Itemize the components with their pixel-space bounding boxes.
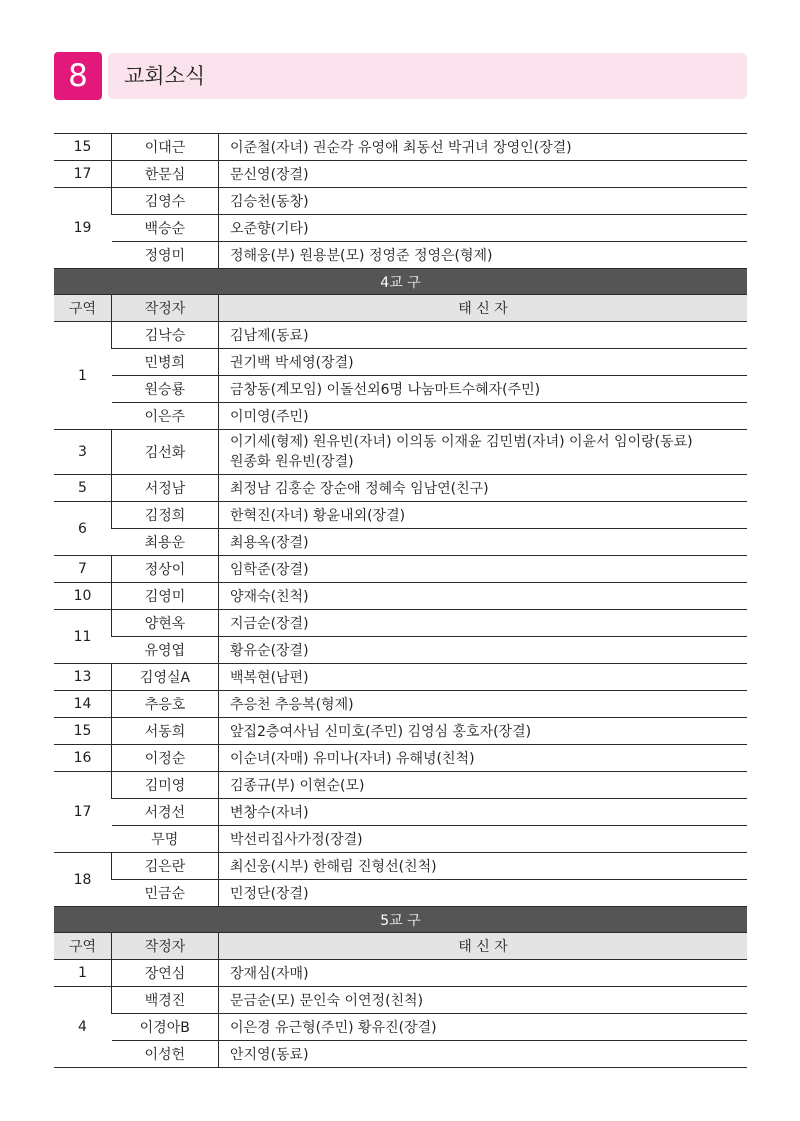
table-row <box>54 376 747 403</box>
author-name: 무명 <box>112 826 219 853</box>
table-row <box>54 583 747 610</box>
group-header-row <box>54 269 747 295</box>
section-title: 교회소식 <box>124 64 206 88</box>
table-row <box>54 826 747 853</box>
author-name: 한문심 <box>112 161 219 188</box>
column-header-district: 구역 <box>54 933 112 960</box>
author-name: 추응호 <box>112 691 219 718</box>
table-row <box>54 1041 747 1068</box>
table-row <box>54 430 747 475</box>
author-name: 김정희 <box>112 502 219 529</box>
district-number: 11 <box>54 610 112 664</box>
author-name: 이성헌 <box>112 1041 219 1068</box>
prospect-list: 백복현(남편) <box>219 664 748 691</box>
district-number: 10 <box>54 583 112 610</box>
page-number-badge: 8 <box>54 52 102 100</box>
author-name: 민병희 <box>112 349 219 376</box>
table-row <box>54 556 747 583</box>
author-name: 원승룡 <box>112 376 219 403</box>
prospect-list: 민정단(장결) <box>219 880 748 907</box>
table-row <box>54 322 747 349</box>
group-header-row <box>54 907 747 933</box>
column-header-people: 태 신 자 <box>219 295 748 322</box>
district-number: 4 <box>54 987 112 1068</box>
prospect-list: 장재심(자매) <box>219 960 748 987</box>
prospect-list: 황유순(장결) <box>219 637 748 664</box>
prospect-list: 김남제(동료) <box>219 322 748 349</box>
table-row <box>54 242 747 269</box>
district-number: 13 <box>54 664 112 691</box>
group-title: 5교 구 <box>54 907 747 933</box>
table-row <box>54 188 747 215</box>
prospect-list: 오준향(기타) <box>219 215 748 242</box>
group-section <box>54 269 747 907</box>
author-name: 김낙승 <box>112 322 219 349</box>
table-row <box>54 745 747 772</box>
group-title: 4교 구 <box>54 269 747 295</box>
prospect-list: 권기백 박세영(장결) <box>219 349 748 376</box>
table-row <box>54 610 747 637</box>
prospect-list: 문신영(장결) <box>219 161 748 188</box>
column-header-row <box>54 933 747 960</box>
district-number: 17 <box>54 161 112 188</box>
district-number: 1 <box>54 322 112 430</box>
prospect-list: 문금순(모) 문인숙 이연정(친척) <box>219 987 748 1014</box>
prayer-roster-table <box>54 133 747 1068</box>
prospect-list <box>219 430 748 475</box>
table-row <box>54 403 747 430</box>
prospect-list: 양재숙(친척) <box>219 583 748 610</box>
prospect-list: 김승천(동창) <box>219 188 748 215</box>
prospect-list: 김종규(부) 이현순(모) <box>219 772 748 799</box>
prospect-list: 최용옥(장결) <box>219 529 748 556</box>
table-row <box>54 664 747 691</box>
author-name: 최용운 <box>112 529 219 556</box>
section-title-band <box>108 53 747 99</box>
author-name: 김영수 <box>112 188 219 215</box>
table-row <box>54 987 747 1014</box>
prospect-list: 이준철(자녀) 권순각 유영애 최동선 박귀녀 장영인(장결) <box>219 134 748 161</box>
prospect-list: 지금순(장결) <box>219 610 748 637</box>
author-name: 민금순 <box>112 880 219 907</box>
column-header-row <box>54 295 747 322</box>
district-number: 16 <box>54 745 112 772</box>
table-row <box>54 502 747 529</box>
prospect-list: 추응천 추응복(형제) <box>219 691 748 718</box>
prospect-list: 정해웅(부) 원용분(모) 정영준 정영은(형제) <box>219 242 748 269</box>
district-number: 19 <box>54 188 112 269</box>
author-name: 백경진 <box>112 987 219 1014</box>
prospect-list: 한혁진(자녀) 황윤내외(장결) <box>219 502 748 529</box>
author-name: 서경선 <box>112 799 219 826</box>
table-row <box>54 475 747 502</box>
column-header-district: 구역 <box>54 295 112 322</box>
table-row <box>54 134 747 161</box>
district-number: 5 <box>54 475 112 502</box>
prospect-list: 임학준(장결) <box>219 556 748 583</box>
author-name: 백승순 <box>112 215 219 242</box>
prospect-list: 앞집2층여사님 신미호(주민) 김영심 홍호자(장결) <box>219 718 748 745</box>
group-section <box>54 907 747 1068</box>
author-name: 김영미 <box>112 583 219 610</box>
author-name: 장연심 <box>112 960 219 987</box>
prospect-list: 이은경 유근형(주민) 황유진(장결) <box>219 1014 748 1041</box>
author-name: 정영미 <box>112 242 219 269</box>
author-name: 이은주 <box>112 403 219 430</box>
table-row <box>54 215 747 242</box>
column-header-people: 태 신 자 <box>219 933 748 960</box>
district-number: 14 <box>54 691 112 718</box>
author-name: 서동희 <box>112 718 219 745</box>
author-name: 김선화 <box>112 430 219 475</box>
author-name: 유영엽 <box>112 637 219 664</box>
district-number: 18 <box>54 853 112 907</box>
district-number: 7 <box>54 556 112 583</box>
prospect-list: 박선리집사가정(장결) <box>219 826 748 853</box>
column-header-author: 작정자 <box>112 933 219 960</box>
author-name: 양현옥 <box>112 610 219 637</box>
table-row <box>54 161 747 188</box>
prospect-list: 이미영(주민) <box>219 403 748 430</box>
prospect-list: 변창수(자녀) <box>219 799 748 826</box>
group-section <box>54 134 747 269</box>
district-number: 1 <box>54 960 112 987</box>
author-name: 이정순 <box>112 745 219 772</box>
prospect-list: 안지영(동료) <box>219 1041 748 1068</box>
table-row <box>54 799 747 826</box>
prospect-list: 금창동(계모임) 이돌선외6명 나눔마트수혜자(주민) <box>219 376 748 403</box>
prospect-list-line: 이기세(형제) 원유빈(자녀) 이의동 이재윤 김민범(자녀) 이윤서 임이랑(동료) <box>230 434 693 450</box>
table-row <box>54 637 747 664</box>
author-name: 김미영 <box>112 772 219 799</box>
table-row <box>54 880 747 907</box>
prospect-list: 최신웅(시부) 한해림 진형선(친척) <box>219 853 748 880</box>
table-row <box>54 960 747 987</box>
table-row <box>54 529 747 556</box>
table-row <box>54 772 747 799</box>
prospect-list: 이순녀(자매) 유미나(자녀) 유해녕(친척) <box>219 745 748 772</box>
prospect-list: 최정남 김홍순 장순애 정혜숙 임남연(친구) <box>219 475 748 502</box>
author-name: 김영실A <box>112 664 219 691</box>
table-row <box>54 691 747 718</box>
district-number: 3 <box>54 430 112 475</box>
district-number: 6 <box>54 502 112 556</box>
prospect-list-line: 원종화 원유빈(장결) <box>230 454 354 470</box>
district-number: 15 <box>54 134 112 161</box>
table-row <box>54 1014 747 1041</box>
author-name: 서정남 <box>112 475 219 502</box>
column-header-author: 작정자 <box>112 295 219 322</box>
author-name: 이대근 <box>112 134 219 161</box>
author-name: 정상이 <box>112 556 219 583</box>
section-header <box>54 52 747 100</box>
table-row <box>54 718 747 745</box>
author-name: 이경아B <box>112 1014 219 1041</box>
district-number: 15 <box>54 718 112 745</box>
table-row <box>54 349 747 376</box>
district-number: 17 <box>54 772 112 853</box>
table-row <box>54 853 747 880</box>
author-name: 김은란 <box>112 853 219 880</box>
